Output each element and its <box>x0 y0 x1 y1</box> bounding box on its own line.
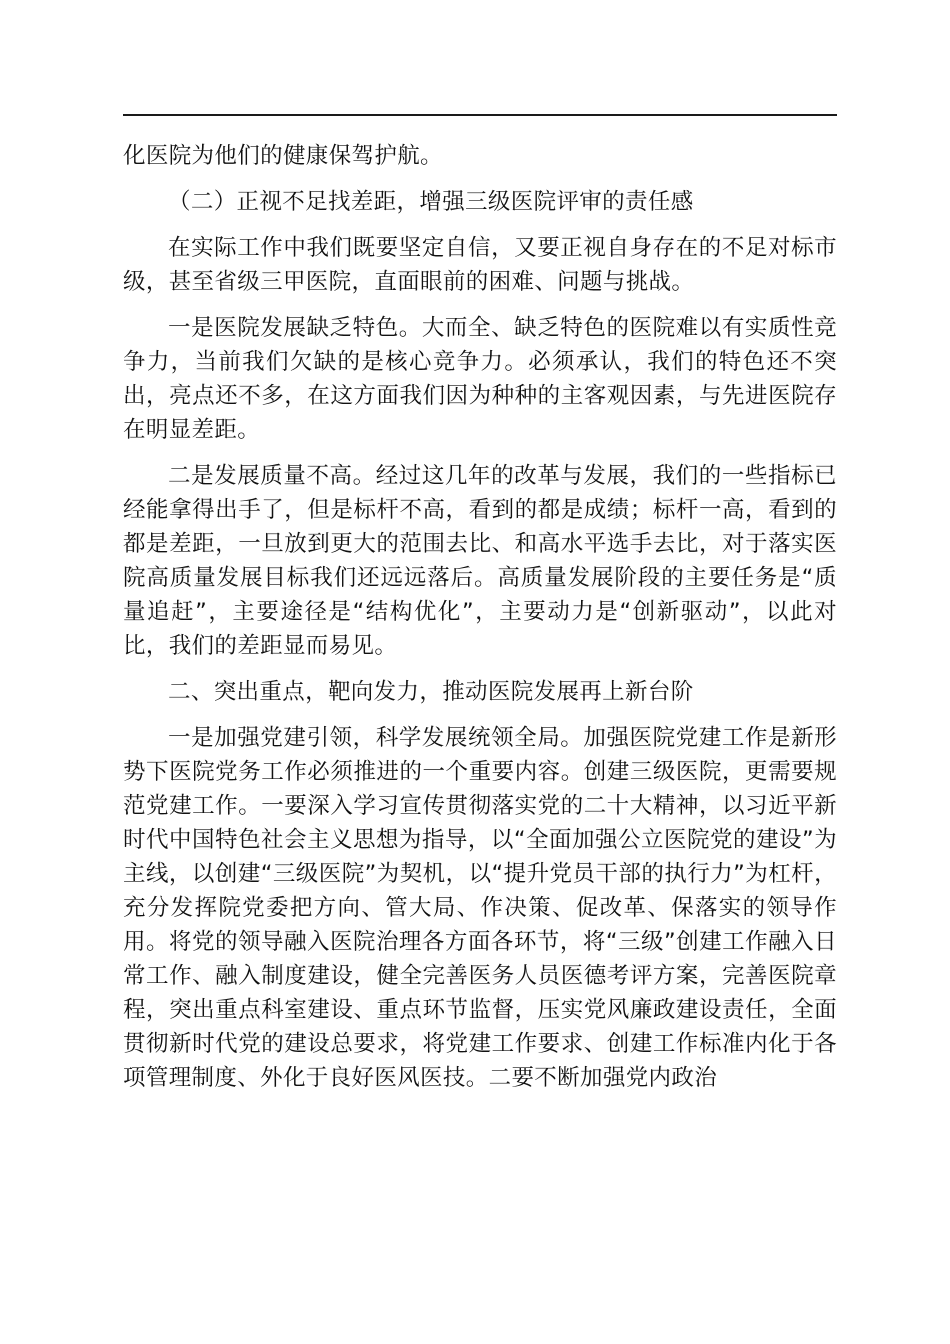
paragraph: 一是加强党建引领，科学发展统领全局。加强医院党建工作是新形势下医院党务工作必须推进的一个重要内容。创建三级医院，更需要规范党建工作。一要深入学习宣传贯彻落实党的二十大精神，以习近平新时代中国特色社会主义思想为指导，以“全面加强公立医院党的建设”为主线，以创建“三级医院”为契机，以“提升党员干部的执行力”为杠杆，充分发挥院党委把方向、管大局、作决策、促改革、保落实的领导作用。将党的领导融入医院治理各方面各环节，将“三级”创建工作融入日常工作、融入制度建设，健全完善医务人员医德考评方案，完善医院章程，突出重点科室建设、重点环节监督，压实党风廉政建设责任，全面贯彻新时代党的建设总要求，将党建工作要求、创建工作标准内化于各项管理制度、外化于良好医风医技。二要不断加强党内政治 <box>123 725 837 1091</box>
header-rule <box>123 114 837 116</box>
section-heading-main: 二、突出重点，靶向发力，推动医院发展再上新台阶 <box>168 679 694 705</box>
document-body <box>123 139 837 1107</box>
paragraph: 一是医院发展缺乏特色。大而全、缺乏特色的医院难以有实质性竞争力，当前我们欠缺的是核心竞争力。必须承认，我们的特色还不突出，亮点还不多，在这方面我们因为种种的主客观因素，与先进医院存在明显差距。 <box>123 315 837 443</box>
paragraph: 在实际工作中我们既要坚定自信，又要正视自身存在的不足对标市级，甚至省级三甲医院，直面眼前的困难、问题与挑战。 <box>123 235 837 295</box>
section-heading-2: （二）正视不足找差距，增强三级医院评审的责任感 <box>168 189 694 215</box>
paragraph: 二是发展质量不高。经过这几年的改革与发展，我们的一些指标已经能拿得出手了，但是标杆不高，看到的都是成绩；标杆一高，看到的都是差距，一旦放到更大的范围去比、和高水平选手去比，对于落实医院高质量发展目标我们还远远落后。高质量发展阶段的主要任务是“质量追赶”，主要途径是“结构优化”，主要动力是“创新驱动”，以此对比，我们的差距显而易见。 <box>123 463 837 659</box>
paragraph-continuation: 化医院为他们的健康保驾护航。 <box>123 143 443 169</box>
